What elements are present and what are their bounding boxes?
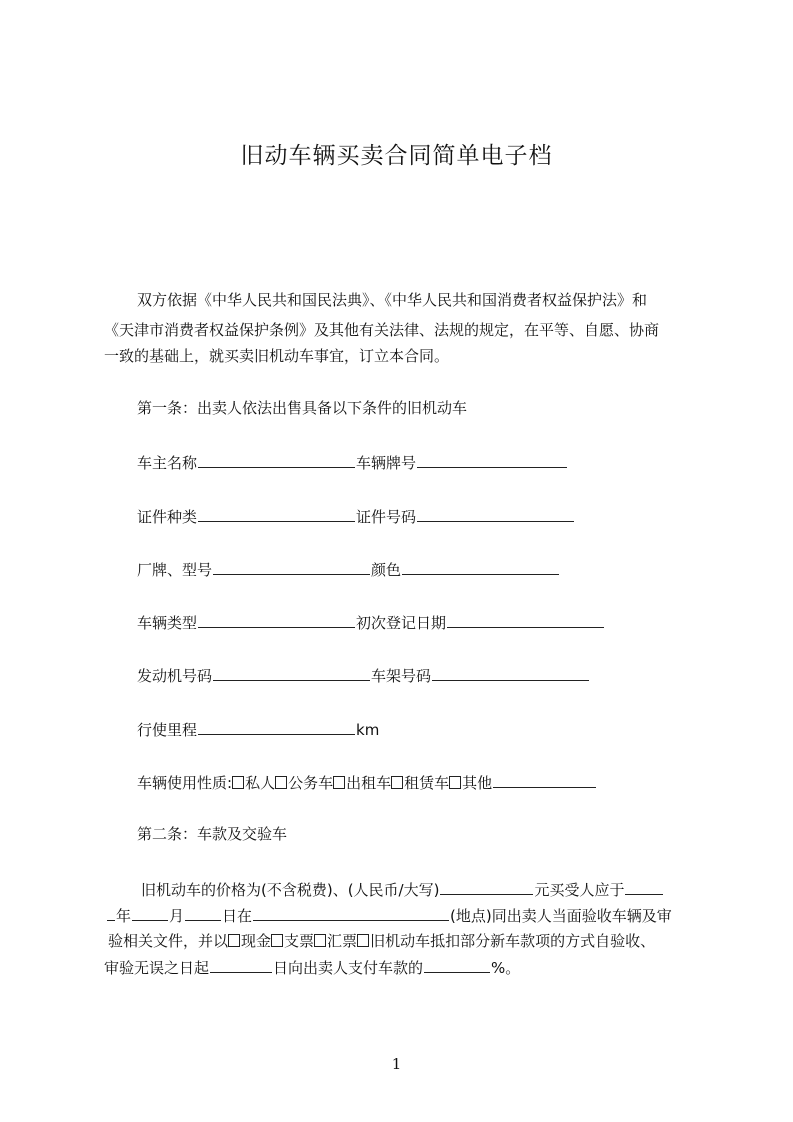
brand-color-row	[137, 559, 560, 580]
article-2-heading: 第二条：车款及交验车	[137, 825, 288, 843]
price-tail-text: 元买受人应于	[534, 881, 625, 899]
vehicle-type-label: 车辆类型	[137, 614, 198, 632]
brand-model-blank[interactable]	[213, 559, 370, 575]
date-place-line	[106, 905, 672, 926]
intro-line-1: 双方依据《中华人民共和国民法典》、《中华人民共和国消费者权益保护法》和	[137, 291, 648, 309]
color-label: 颜色	[371, 561, 402, 579]
usage-label: 车辆使用性质:	[137, 774, 233, 792]
inspection-month-blank[interactable]	[132, 905, 168, 921]
payment-percent-blank[interactable]	[424, 957, 490, 973]
payment-terms-line	[104, 957, 520, 978]
intro-line-2: 《天津市消费者权益保护条例》及其他有关法律、法规的规定，在平等、自愿、协商	[104, 321, 660, 339]
usage-other-blank[interactable]	[493, 772, 596, 788]
usage-rental-label: 租赁车	[404, 774, 450, 792]
mileage-unit: km	[356, 721, 380, 739]
pay-tradein-label: 旧机动车抵扣部分新车款项的方式自验收、	[370, 932, 656, 950]
inspection-year-blank-a[interactable]	[625, 879, 663, 895]
usage-taxi-label: 出租车	[346, 774, 392, 792]
type-date-row	[137, 612, 605, 633]
id-no-blank[interactable]	[417, 506, 574, 522]
payment-terms-text-a: 审验无误之日起	[104, 959, 210, 977]
engine-no-label: 发动机号码	[137, 667, 213, 685]
article-1-heading: 第一条：出卖人依法出售具备以下条件的旧机动车	[137, 399, 468, 417]
payment-text: 验相关文件，并以	[108, 932, 229, 950]
price-line	[141, 879, 664, 900]
usage-taxi-checkbox[interactable]	[333, 776, 345, 789]
plate-no-label: 车辆牌号	[356, 454, 417, 472]
pay-check-label: 支票	[284, 932, 315, 950]
engine-frame-row	[137, 665, 590, 686]
payment-days-blank[interactable]	[210, 957, 272, 973]
pay-cash-checkbox[interactable]	[228, 934, 240, 947]
vehicle-type-blank[interactable]	[198, 612, 355, 628]
id-type-label: 证件种类	[137, 508, 198, 526]
inspection-day-blank[interactable]	[185, 905, 221, 921]
payment-terms-text-c: %。	[491, 959, 521, 977]
payment-terms-text-b: 日向出卖人支付车款的	[273, 959, 424, 977]
mileage-label: 行使里程	[137, 721, 198, 739]
frame-no-blank[interactable]	[432, 665, 589, 681]
usage-official-checkbox[interactable]	[275, 776, 287, 789]
brand-model-label: 厂牌、型号	[137, 561, 213, 579]
year-label: 年	[116, 907, 132, 925]
id-no-label: 证件号码	[356, 508, 417, 526]
pay-check-checkbox[interactable]	[271, 934, 283, 947]
first-reg-date-label: 初次登记日期	[356, 614, 447, 632]
color-blank[interactable]	[402, 559, 559, 575]
intro-line-3: 一致的基础上，就买卖旧机动车事宜，订立本合同。	[104, 347, 450, 365]
usage-other-checkbox[interactable]	[449, 776, 461, 789]
payment-line	[108, 931, 655, 951]
pay-cash-label: 现金	[241, 932, 272, 950]
page-number: 1	[391, 1055, 402, 1073]
month-label: 月	[169, 907, 185, 925]
pay-tradein-checkbox[interactable]	[357, 934, 369, 947]
usage-private-label: 私人	[245, 774, 276, 792]
usage-rental-checkbox[interactable]	[391, 776, 403, 789]
day-at-label: 日在	[222, 907, 253, 925]
pay-draft-label: 汇票	[327, 932, 358, 950]
usage-other-label: 其他	[462, 774, 493, 792]
inspection-year-blank-b[interactable]	[107, 905, 115, 921]
inspection-place-blank[interactable]	[253, 905, 449, 921]
document-title: 旧动车辆买卖合同简单电子档	[240, 143, 553, 169]
pay-draft-checkbox[interactable]	[314, 934, 326, 947]
first-reg-date-blank[interactable]	[447, 612, 604, 628]
usage-official-label: 公务车	[288, 774, 334, 792]
frame-no-label: 车架号码	[371, 667, 432, 685]
id-type-blank[interactable]	[198, 506, 355, 522]
price-blank[interactable]	[440, 879, 533, 895]
usage-row	[137, 772, 597, 793]
price-text: 旧机动车的价格为(不含税费)、(人民币/大写)	[141, 881, 440, 899]
usage-private-checkbox[interactable]	[232, 776, 244, 789]
mileage-blank[interactable]	[198, 719, 355, 735]
mileage-row	[137, 719, 379, 740]
place-text: (地点)同出卖人当面验收车辆及审	[450, 907, 672, 925]
owner-name-blank[interactable]	[198, 452, 355, 468]
plate-no-blank[interactable]	[417, 452, 567, 468]
engine-no-blank[interactable]	[213, 665, 370, 681]
owner-name-label: 车主名称	[137, 454, 198, 472]
id-row	[137, 506, 575, 527]
owner-plate-row	[137, 452, 568, 473]
